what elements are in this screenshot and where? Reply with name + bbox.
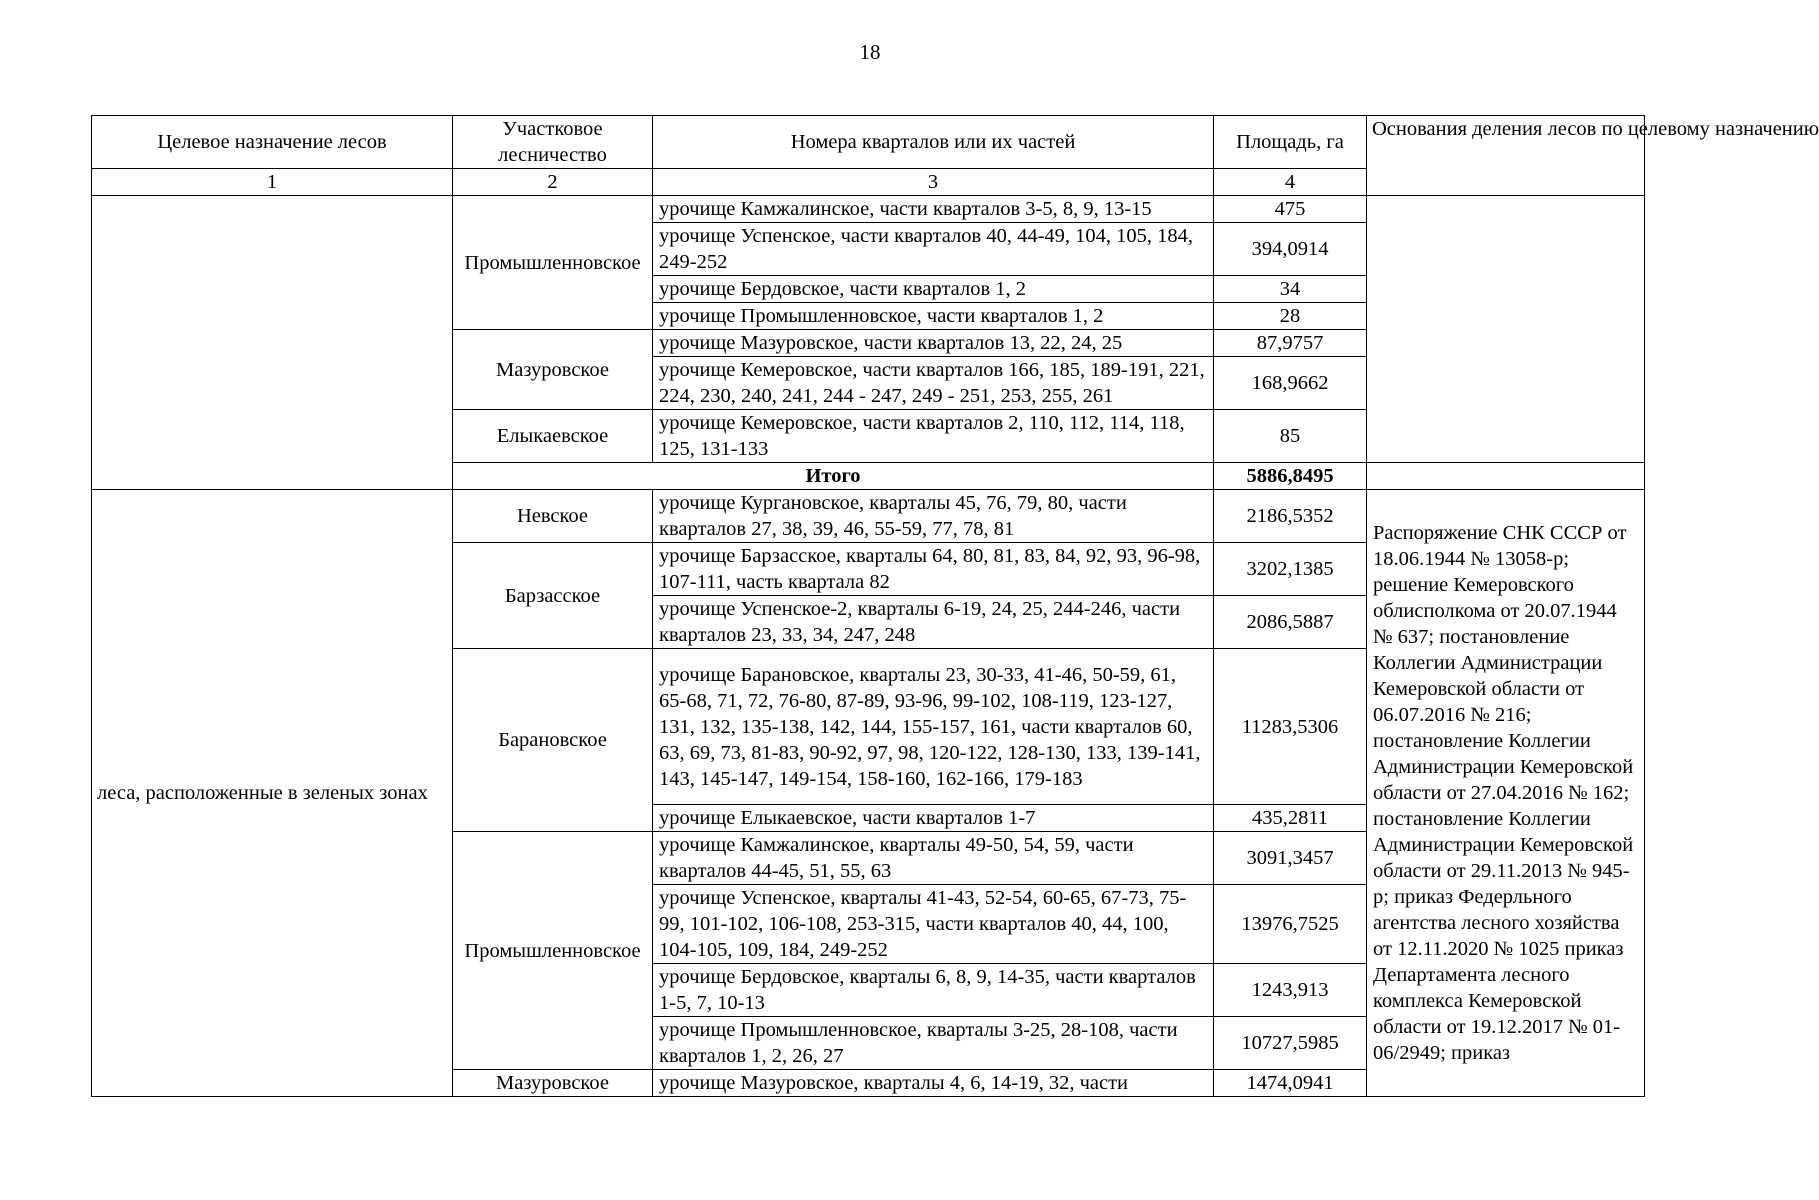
area-cell: 394,0914 [1214,223,1367,276]
quarters-cell: урочище Бердовское, части кварталов 1, 2 [653,276,1214,303]
forestry-cell: Барзасское [453,543,653,649]
header-area: Площадь, га [1214,116,1367,169]
quarters-cell: урочище Барановское, кварталы 23, 30-33, 41-46, 50-59, 61, 65-68, 71, 72, 76-80, 87-89, 93-96, 99-102, 108-119, 123-127, 131, 132, 135-138, 142, 144, 155-157, 161, части кварталов 60, 63, 69, 73, 81-83, 90-92, 97, 98, 120-122, 128-130, 133, 139-141, 143, 145-147, 149-154, 158-160, 162-166, 179-183 [653,649,1214,805]
page-number: 18 [859,40,881,64]
quarters-cell: урочище Бердовское, кварталы 6, 8, 9, 14-35, части кварталов 1-5, 7, 10-13 [653,964,1214,1017]
quarters-cell: урочище Камжалинское, части кварталов 3-5, 8, 9, 13-15 [653,196,1214,223]
area-cell: 10727,5985 [1214,1017,1367,1070]
header-forestry: Участковое лесничество [453,116,653,169]
area-cell: 3202,1385 [1214,543,1367,596]
purpose-cell: леса, расположенные в зеленых зонах [92,490,453,1097]
forestry-cell: Елыкаевское [453,410,653,463]
area-cell: 28 [1214,303,1367,330]
purpose-cell-empty [92,196,453,490]
quarters-cell: урочище Мазуровское, части кварталов 13, 22, 24, 25 [653,330,1214,357]
forestry-cell: Мазуровское [453,330,653,410]
header-quarters: Номера кварталов или их частей [653,116,1214,169]
total-label: Итого [453,463,1214,490]
table-row [92,490,1645,543]
column-number: 3 [653,169,1214,196]
area-cell: 87,9757 [1214,330,1367,357]
forestry-cell: Промышленновское [453,196,653,330]
quarters-cell: урочище Успенское, кварталы 41-43, 52-54, 60-65, 67-73, 75-99, 101-102, 106-108, 253-315, части кварталов 40, 44, 100, 104-105, 109, 184, 249-252 [653,885,1214,964]
forestry-cell: Невское [453,490,653,543]
quarters-cell: урочище Кургановское, кварталы 45, 76, 79, 80, части кварталов 27, 38, 39, 46, 55-59, 77, 78, 81 [653,490,1214,543]
area-cell: 2186,5352 [1214,490,1367,543]
area-cell: 168,9662 [1214,357,1367,410]
quarters-cell: урочище Успенское-2, кварталы 6-19, 24, 25, 244-246, части кварталов 23, 33, 34, 247, 248 [653,596,1214,649]
quarters-cell: урочище Камжалинское, кварталы 49-50, 54, 59, части кварталов 44-45, 51, 55, 63 [653,832,1214,885]
quarters-cell: урочище Барзасское, кварталы 64, 80, 81, 83, 84, 92, 93, 96-98, 107-111, часть квартала 82 [653,543,1214,596]
header-basis: Основания деления лесов по целевому назначению [1367,116,1645,196]
table-row [92,196,1645,223]
total-value: 5886,8495 [1214,463,1367,490]
quarters-cell: урочище Мазуровское, кварталы 4, 6, 14-19, 32, части [653,1070,1214,1097]
column-number: 2 [453,169,653,196]
forestry-cell: Барановское [453,649,653,832]
area-cell: 475 [1214,196,1367,223]
column-number: 1 [92,169,453,196]
area-cell: 11283,5306 [1214,649,1367,805]
header-purpose: Целевое назначение лесов [92,116,453,169]
area-cell: 2086,5887 [1214,596,1367,649]
area-cell: 1243,913 [1214,964,1367,1017]
area-cell: 34 [1214,276,1367,303]
basis-cell-empty [1367,196,1645,463]
area-cell: 3091,3457 [1214,832,1367,885]
area-cell: 435,2811 [1214,805,1367,832]
area-cell: 85 [1214,410,1367,463]
basis-cell-empty [1367,463,1645,490]
quarters-cell: урочище Успенское, части кварталов 40, 44-49, 104, 105, 184, 249-252 [653,223,1214,276]
area-cell: 1474,0941 [1214,1070,1367,1097]
forest-purpose-table [91,115,1819,1097]
quarters-cell: урочище Кемеровское, части кварталов 166, 185, 189-191, 221, 224, 230, 240, 241, 244 - 247, 249 - 251, 253, 255, 261 [653,357,1214,410]
table-header-row [92,116,1645,169]
forestry-cell: Мазуровское [453,1070,653,1097]
quarters-cell: урочище Елыкаевское, части кварталов 1-7 [653,805,1214,832]
quarters-cell: урочище Промышленновское, части кварталов 1, 2 [653,303,1214,330]
forestry-cell: Промышленновское [453,832,653,1070]
quarters-cell: урочище Кемеровское, части кварталов 2, 110, 112, 114, 118, 125, 131-133 [653,410,1214,463]
quarters-cell: урочище Промышленновское, кварталы 3-25, 28-108, части кварталов 1, 2, 26, 27 [653,1017,1214,1070]
basis-cell: Распоряжение СНК СССР от 18.06.1944 № 13058-р; решение Кемеровского облисполкома от 20.07.1944 № 637; постановление Коллегии Администрации Кемеровской области от 06.07.2016 № 216; постановление Коллегии Администрации Кемеровской области от 27.04.2016 № 162; постановление Коллегии Администрации Кемеровской области от 29.11.2013 № 945-р; приказ Федерльного агентства лесного хозяйства от 12.11.2020 № 1025 приказ Департамента лесного комплекса Кемеровской области от 19.12.2017 № 01-06/2949; приказ [1367,490,1645,1097]
column-number: 4 [1214,169,1367,196]
area-cell: 13976,7525 [1214,885,1367,964]
